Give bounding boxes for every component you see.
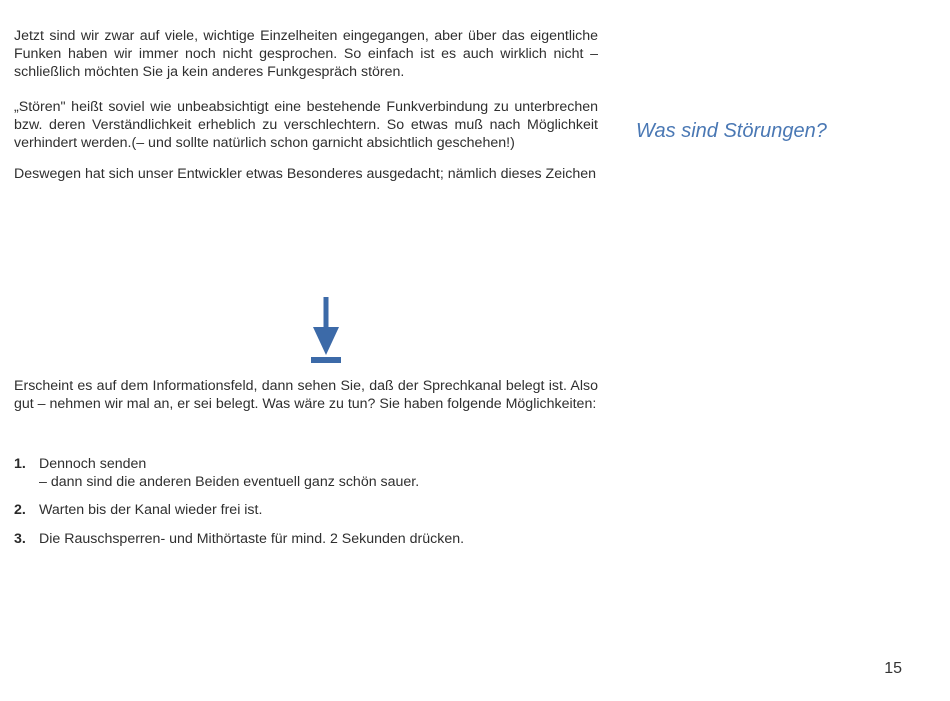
paragraph-options-intro: Erscheint es auf dem Informationsfeld, dann sehen Sie, daß der Sprechkanal belegt ist. Also gut – nehmen wir mal an, er sei belegt. Was wäre zu tun? Sie haben folgende Möglichkeiten: xyxy=(14,378,598,413)
main-text-column xyxy=(14,27,598,547)
list-item-number: 2. xyxy=(14,502,26,519)
list-item-number: 1. xyxy=(14,456,26,472)
list-item xyxy=(14,501,598,519)
list-item-number: 3. xyxy=(14,530,26,547)
list-item xyxy=(14,455,598,491)
side-heading: Was sind Störungen? xyxy=(636,120,827,142)
paragraph-definition: „Stören" heißt soviel wie unbeabsichtigt eine bestehende Funkverbindung zu unterbrechen bzw. deren Verständlichkeit erheblich zu verschlechtern. So etwas muß nach Möglichkeit verhindert werden.(– und sollte natürlich schon garnicht absichtlich geschehen!) xyxy=(14,98,598,152)
list-item-text: Die Rauschsperren- und Mithörtaste für mind. 2 Sekunden drücken. xyxy=(39,530,465,547)
paragraph-intro: Jetzt sind wir zwar auf viele, wichtige Einzelheiten eingegangen, aber über das eigentliche Funken haben wir immer noch nicht gesprochen. So einfach ist es auch wirklich nicht – schließlich möchten Sie ja kein anderes Funkgespräch stören. xyxy=(14,28,598,81)
page-number: 15 xyxy=(884,660,902,677)
down-arrow-bar-icon xyxy=(309,297,343,365)
paragraph-symbol-intro: Deswegen hat sich unser Entwickler etwas Besonderes ausgedacht; nämlich dieses Zeichen xyxy=(14,166,596,183)
list-item-text: Dennoch senden xyxy=(39,456,147,472)
options-list xyxy=(14,455,598,558)
list-item xyxy=(14,530,598,548)
list-item-subtext: – dann sind die anderen Beiden eventuell ganz schön sauer. xyxy=(39,474,420,491)
list-item-text: Warten bis der Kanal wieder frei ist. xyxy=(39,502,263,519)
